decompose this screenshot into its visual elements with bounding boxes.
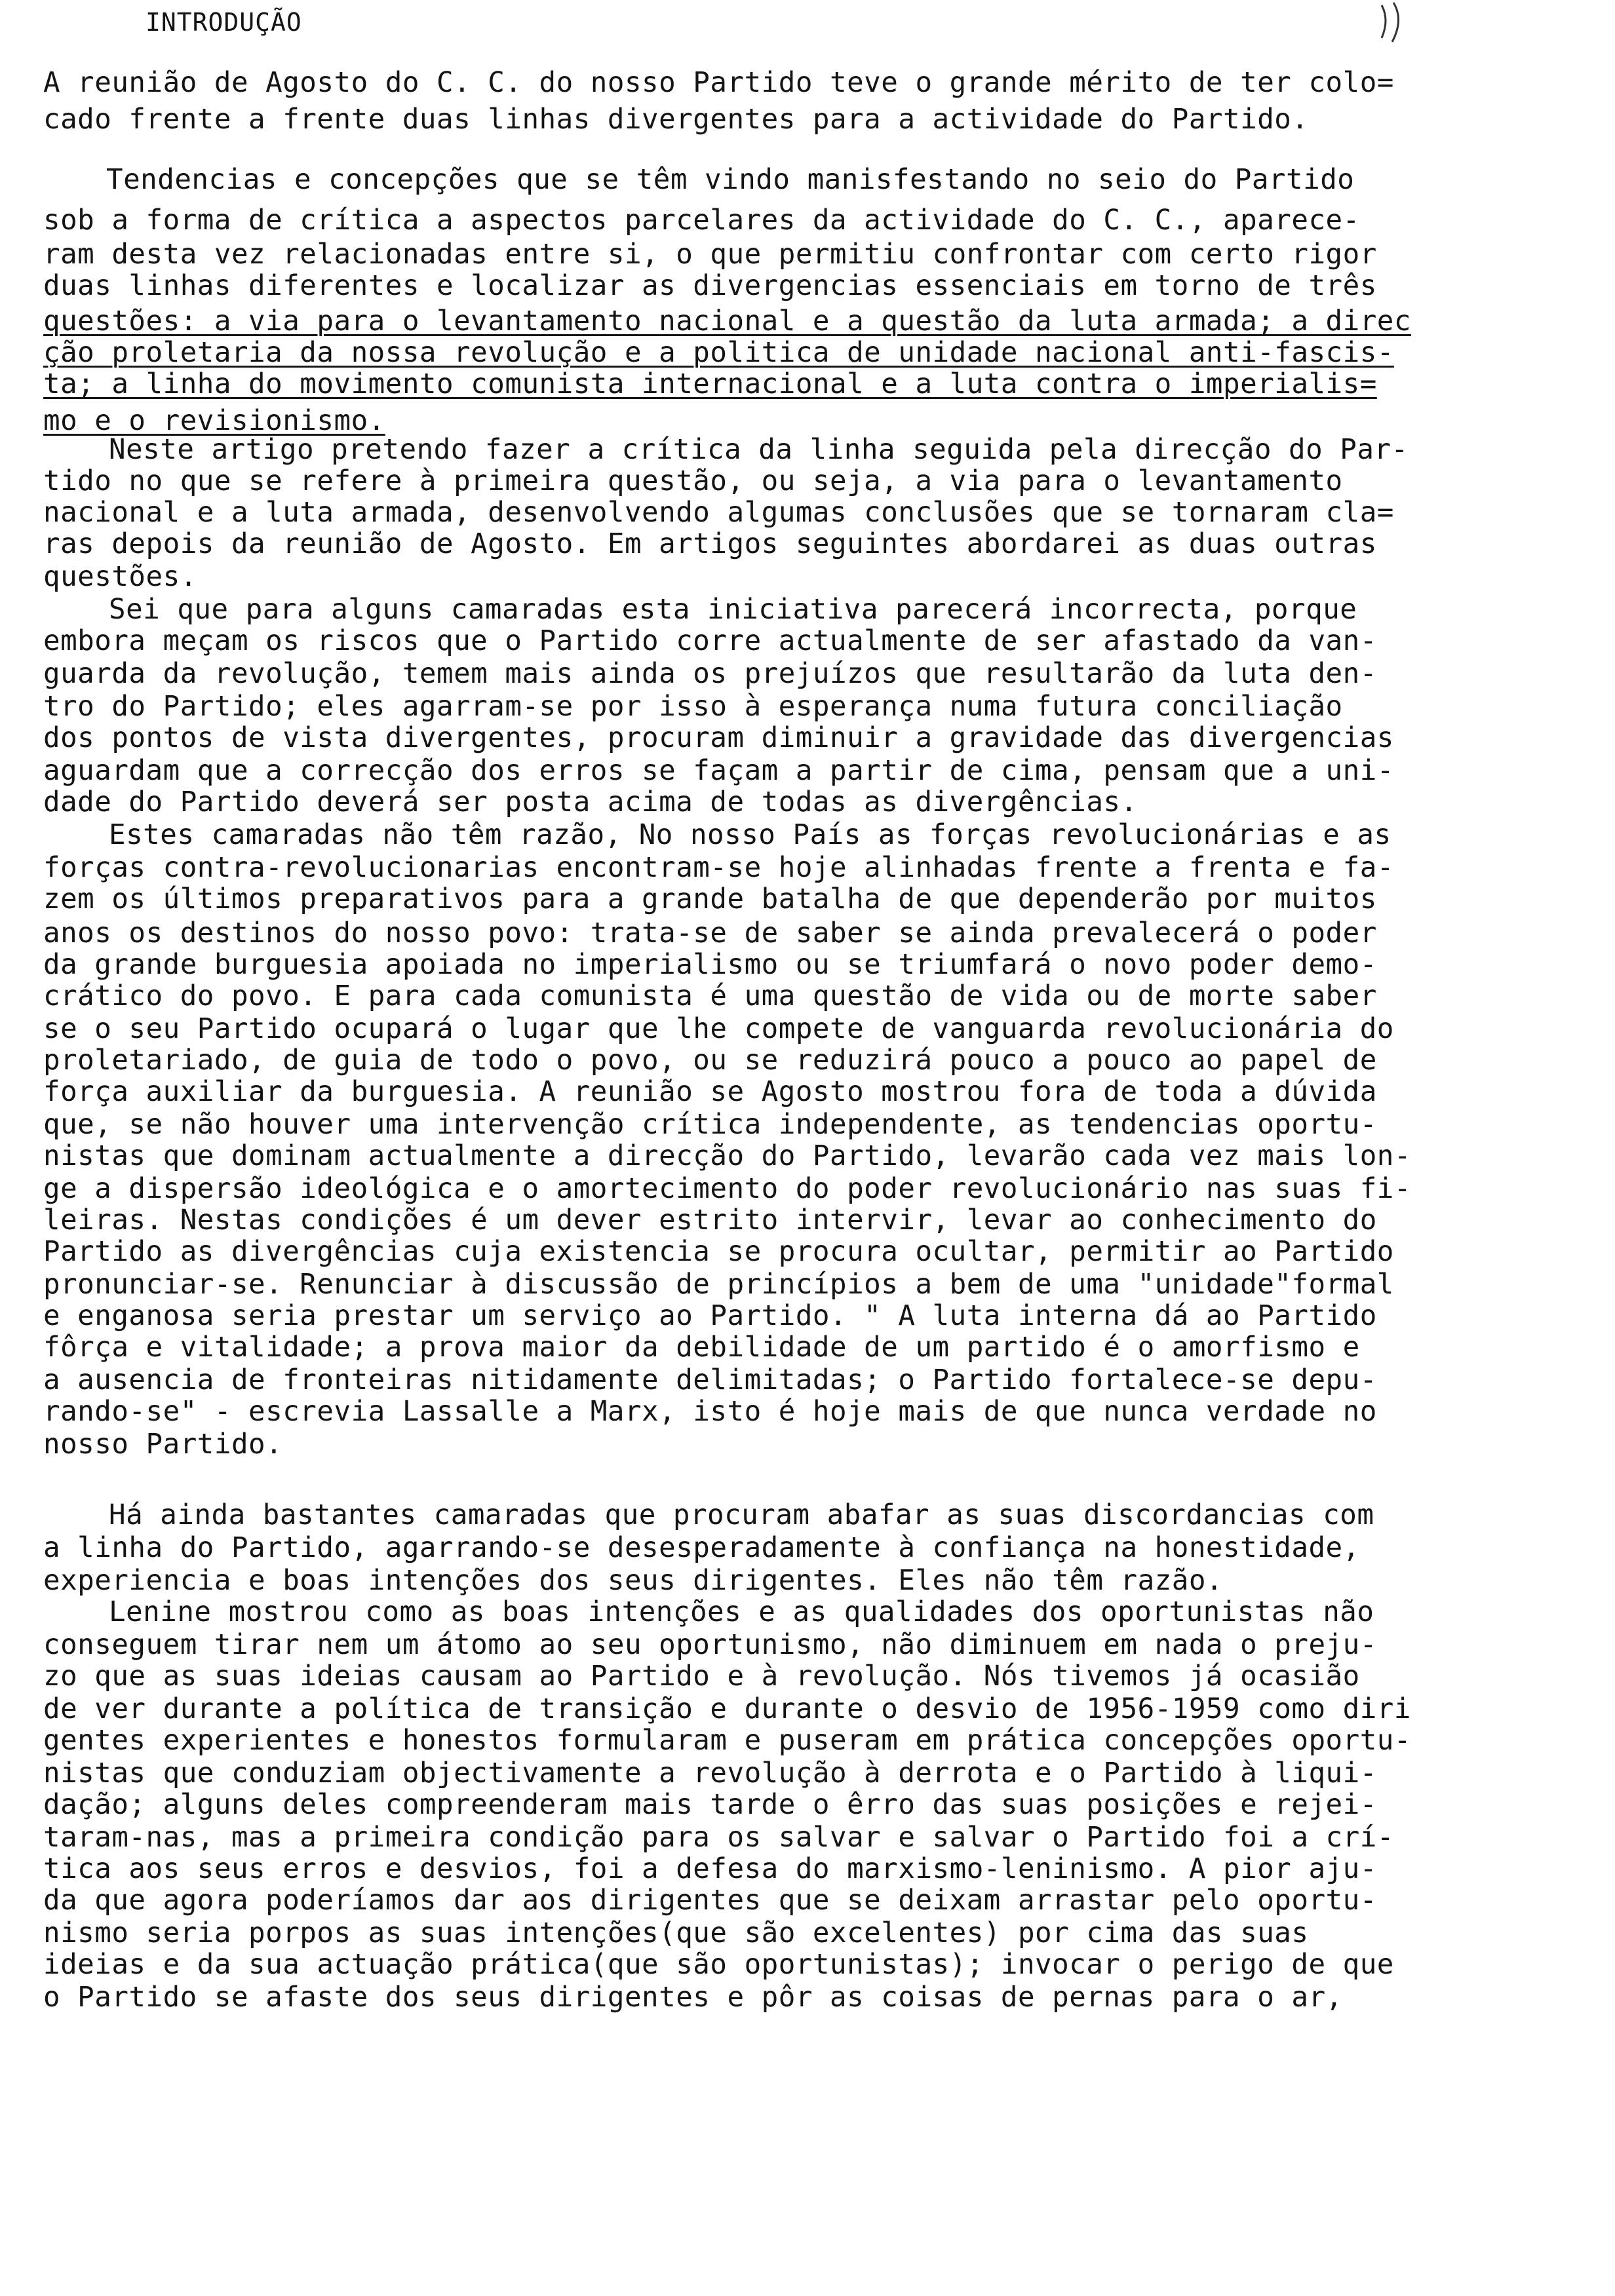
text-line: ras depois da reunião de Agosto. Em artigos seguintes abordarei as duas outras (43, 528, 1377, 560)
text-line: Estes camaradas não têm razão, No nosso País as forças revolucionárias e as (109, 819, 1391, 851)
text-line: que, se não houver uma intervenção crítica independente, as tendencias oportu- (43, 1109, 1377, 1141)
text-line: pronunciar-se. Renunciar à discussão de princípios a bem de uma "unidade"formal (43, 1269, 1394, 1301)
text-line: se o seu Partido ocupará o lugar que lhe compete de vanguarda revolucionária do (43, 1013, 1394, 1045)
text-line: gentes experientes e honestos formularam e puseram em prática concepções oportu- (43, 1725, 1411, 1757)
text-line: a ausencia de fronteiras nitidamente delimitadas; o Partido fortalece-se depu- (43, 1364, 1377, 1396)
text-line: tido no que se refere à primeira questão, ou seja, a via para o levantamento (43, 465, 1343, 497)
text-line: mo e o revisionismo. (43, 405, 385, 437)
text-line: A reunião de Agosto do C. C. do nosso Partido teve o grande mérito de ter colo= (43, 67, 1394, 99)
text-line: da grande burguesia apoiada no imperialismo ou se triumfará o novo poder demo- (43, 949, 1377, 981)
text-line: questões: a via para o levantamento nacional e a questão da luta armada; a direc (43, 305, 1411, 337)
text-line: Sei que para alguns camaradas esta iniciativa parecerá incorrecta, porque (109, 594, 1357, 626)
text-line: sob a forma de crítica a aspectos parcelares da actividade do C. C., aparece- (43, 204, 1360, 237)
text-line: nistas que dominam actualmente a direcção do Partido, levarão cada vez mais lon- (43, 1140, 1411, 1172)
text-line: zo que as suas ideias causam ao Partido e à revolução. Nós tivemos já ocasião (43, 1660, 1360, 1693)
text-line: o Partido se afaste dos seus dirigentes e pôr as coisas de pernas para o ar, (43, 1981, 1343, 2014)
text-line: Tendencias e concepções que se têm vindo manisfestando no seio do Partido (106, 164, 1355, 196)
text-line: ta; a linha do movimento comunista internacional e a luta contra o imperialis= (43, 368, 1377, 400)
text-line: aguardam que a correcção dos erros se façam a partir de cima, pensam que a uni- (43, 755, 1394, 787)
text-line: e enganosa seria prestar um serviço ao Partido. " A luta interna dá ao Partido (43, 1300, 1377, 1332)
text-line: duas linhas diferentes e localizar as divergencias essenciais em torno de três (43, 270, 1377, 302)
text-line: nosso Partido. (43, 1428, 283, 1461)
text-line: conseguem tirar nem um átomo ao seu oportunismo, não diminuem em nada o preju- (43, 1629, 1377, 1661)
text-line: cado frente a frente duas linhas divergentes para a actividade do Partido. (43, 104, 1309, 136)
text-line: zem os últimos preparativos para a grande batalha de que dependerão por muitos (43, 883, 1377, 915)
text-line: dade do Partido deverá ser posta acima de todas as divergências. (43, 786, 1138, 818)
text-line: taram-nas, mas a primeira condição para os salvar e salvar o Partido foi a crí- (43, 1822, 1394, 1854)
text-line: questões. (43, 561, 197, 593)
text-line: Lenine mostrou como as boas intenções e as qualidades dos oportunistas não (109, 1596, 1374, 1628)
text-line: ção proletaria da nossa revolução e a politica de unidade nacional anti-fascis- (43, 337, 1394, 369)
text-line: nistas que conduziam objectivamente a revolução à derrota e o Partido à liqui- (43, 1757, 1377, 1789)
text-line: ge a dispersão ideológica e o amortecimento do poder revolucionário nas suas fi- (43, 1173, 1411, 1205)
text-line: anos os destinos do nosso povo: trata-se de saber se ainda prevalecerá o poder (43, 917, 1377, 949)
text-line: crático do povo. E para cada comunista é uma questão de vida ou de morte saber (43, 980, 1377, 1012)
text-line: nismo seria porpos as suas intenções(que são excelentes) por cima das suas (43, 1917, 1309, 1949)
text-line: fôrça e vitalidade; a prova maior da debilidade de um partido é o amorfismo e (43, 1331, 1360, 1364)
text-line: Neste artigo pretendo fazer a crítica da linha seguida pela direcção do Par- (109, 434, 1409, 466)
text-line: tro do Partido; eles agarram-se por isso à esperança numa futura conciliação (43, 691, 1343, 723)
text-line: proletariado, de guia de todo o povo, ou se reduzirá pouco a pouco ao papel de (43, 1044, 1377, 1077)
text-line: experiencia e boas intenções dos seus dirigentes. Eles não têm razão. (43, 1565, 1224, 1597)
text-line: nacional e a luta armada, desenvolvendo algumas conclusões que se tornaram cla= (43, 497, 1394, 529)
text-line: ram desta vez relacionadas entre si, o que permitiu confrontar com certo rigor (43, 239, 1377, 271)
text-line: força auxiliar da burguesia. A reunião se Agosto mostrou fora de toda a dúvida (43, 1076, 1377, 1108)
text-line: a linha do Partido, agarrando-se desesperadamente à confiança na honestidade, (43, 1532, 1360, 1564)
text-line: rando-se" - escrevia Lassalle a Marx, isto é hoje mais de que nunca verdade no (43, 1396, 1377, 1428)
text-line: leiras. Nestas condições é um dever estrito intervir, levar ao conhecimento do (43, 1204, 1377, 1236)
text-line: embora meçam os riscos que o Partido corre actualmente de ser afastado da van- (43, 625, 1377, 657)
text-line: dos pontos de vista divergentes, procuram diminuir a gravidade das divergencias (43, 722, 1394, 754)
text-line: forças contra-revolucionarias encontram-se hoje alinhadas frente a frenta e fa- (43, 852, 1394, 884)
text-line: Há ainda bastantes camaradas que procuram abafar as suas discordancias com (109, 1499, 1374, 1531)
text-line: da que agora poderíamos dar aos dirigentes que se deixam arrastar pelo oportu- (43, 1885, 1377, 1917)
handwritten-mark (1375, 0, 1428, 52)
text-line: ideias e da sua actuação prática(que são oportunistas); invocar o perigo de que (43, 1949, 1394, 1981)
text-line: dação; alguns deles compreenderam mais tarde o êrro das suas posições e rejei- (43, 1789, 1377, 1821)
text-line: guarda da revolução, temem mais ainda os prejuízos que resultarão da luta den- (43, 658, 1377, 690)
text-line: Partido as divergências cuja existencia se procura ocultar, permitir ao Partido (43, 1236, 1394, 1268)
text-line: tica aos seus erros e desvios, foi a defesa do marxismo-leninismo. A pior aju- (43, 1853, 1377, 1885)
text-line: de ver durante a política de transição e durante o desvio de 1956-1959 como diri (43, 1693, 1411, 1725)
section-heading: INTRODUÇÃO (146, 8, 302, 37)
